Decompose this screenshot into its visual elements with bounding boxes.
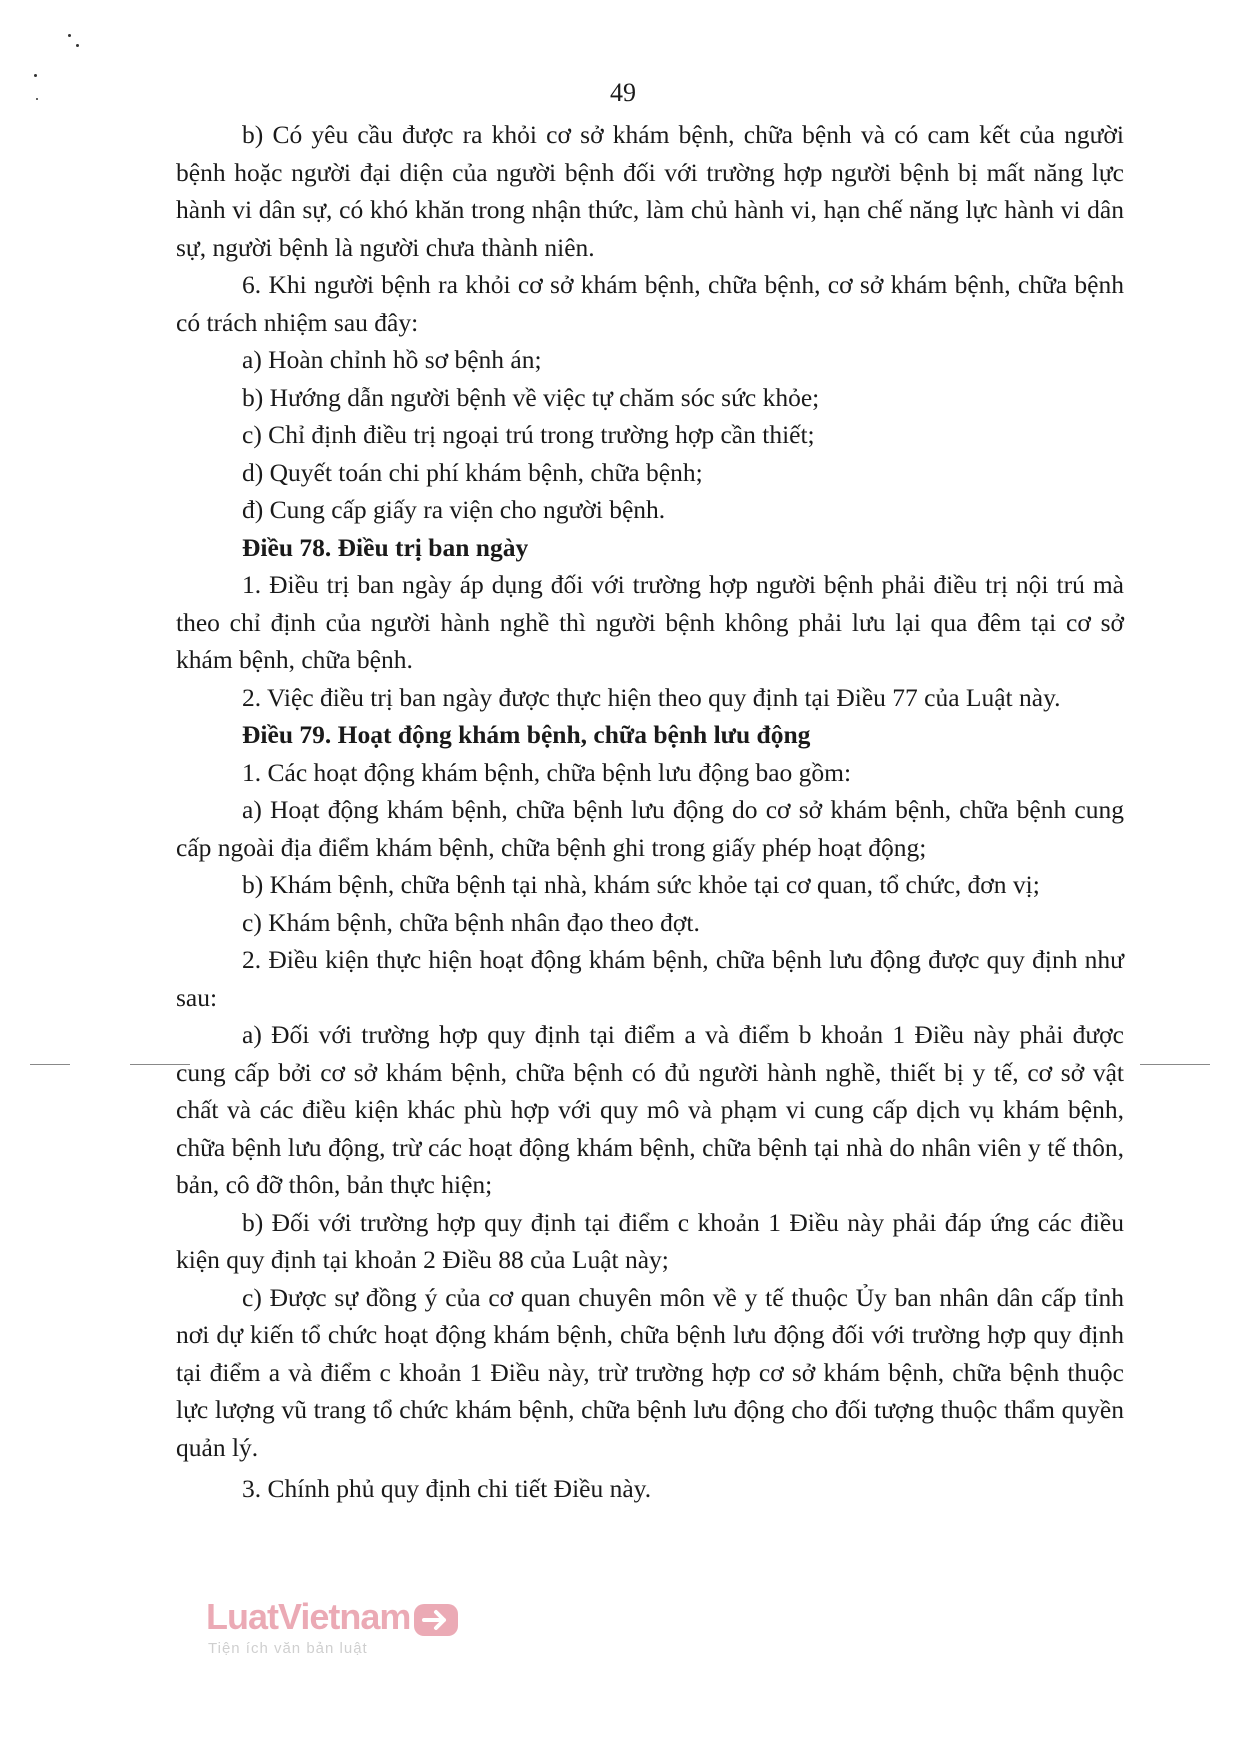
paragraph-6: 6. Khi người bệnh ra khỏi cơ sở khám bệnh, chữa bệnh, cơ sở khám bệnh, chữa bệnh có trách nhiệm sau đây: <box>176 270 1124 337</box>
scan-artifact-line <box>1140 1064 1210 1065</box>
article-79-heading: Điều 79. Hoạt động khám bệnh, chữa bệnh lưu động <box>242 720 811 749</box>
page-number: 49 <box>610 78 636 107</box>
article-78-clause-1: 1. Điều trị ban ngày áp dụng đối với trường hợp người bệnh phải điều trị nội trú mà theo chỉ định của người hành nghề thì người bệnh không phải lưu lại qua đêm tại cơ sở khám bệnh, chữa bệnh. <box>176 570 1124 674</box>
arrow-right-icon <box>414 1600 458 1640</box>
scan-speck <box>76 44 79 47</box>
paragraph-6d: d) Quyết toán chi phí khám bệnh, chữa bệnh; <box>242 457 703 487</box>
article-79-clause-3: 3. Chính phủ quy định chi tiết Điều này. <box>242 1474 652 1503</box>
paragraph-6dd: đ) Cung cấp giấy ra viện cho người bệnh. <box>242 495 666 524</box>
paragraph-6b: b) Hướng dẫn người bệnh về việc tự chăm sóc sức khỏe; <box>242 382 820 412</box>
scan-speck <box>68 34 71 37</box>
paragraph-6a: a) Hoàn chỉnh hồ sơ bệnh án; <box>242 345 542 374</box>
article-79-clause-1b: b) Khám bệnh, chữa bệnh tại nhà, khám sức khỏe tại cơ quan, tổ chức, đơn vị; <box>242 870 1040 899</box>
article-78-clause-2: 2. Việc điều trị ban ngày được thực hiện theo quy định tại Điều 77 của Luật này. <box>242 682 1061 712</box>
watermark-logo <box>206 1596 466 1666</box>
paragraph-5b: b) Có yêu cầu được ra khỏi cơ sở khám bệnh, chữa bệnh và có cam kết của người bệnh hoặc người đại diện của người bệnh đối với trường hợp người bệnh bị mất năng lực hành vi dân sự, có khó khăn trong nhận thức, làm chủ hành vi, hạn chế năng lực hành vi dân sự, người bệnh là người chưa thành niên. <box>176 120 1124 262</box>
article-79-clause-2b: b) Đối với trường hợp quy định tại điểm c khoản 1 Điều này phải đáp ứng các điều kiện quy định tại khoản 2 Điều 88 của Luật này; <box>176 1207 1124 1274</box>
article-79-clause-2: 2. Điều kiện thực hiện hoạt động khám bệnh, chữa bệnh lưu động được quy định như sau: <box>176 945 1124 1012</box>
article-79-clause-1c: c) Khám bệnh, chữa bệnh nhân đạo theo đợt. <box>242 907 700 937</box>
article-79-clause-2c: c) Được sự đồng ý của cơ quan chuyên môn về y tế thuộc Ủy ban nhân dân cấp tỉnh nơi dự kiến tổ chức hoạt động khám bệnh, chữa bệnh lưu động đối với trường hợp quy định tại điểm a và điểm c khoản 1 Điều này, trừ trường hợp cơ sở khám bệnh, chữa bệnh thuộc lực lượng vũ trang tổ chức khám bệnh, chữa bệnh lưu động cho đối tượng thuộc thẩm quyền quản lý. <box>176 1282 1124 1462</box>
paragraph-6c: c) Chỉ định điều trị ngoại trú trong trường hợp cần thiết; <box>242 420 815 449</box>
watermark-tagline: Tiện ích văn bản luật <box>208 1640 368 1657</box>
scan-artifact-line <box>30 1064 70 1065</box>
article-79-clause-1a: a) Hoạt động khám bệnh, chữa bệnh lưu động do cơ sở khám bệnh, chữa bệnh cung cấp ngoài địa điểm khám bệnh, chữa bệnh ghi trong giấy phép hoạt động; <box>176 795 1124 862</box>
article-79-clause-2a: a) Đối với trường hợp quy định tại điểm a và điểm b khoản 1 Điều này phải được cung cấp bởi cơ sở khám bệnh, chữa bệnh có đủ người hành nghề, thiết bị y tế, cơ sở vật chất và các điều kiện khác phù hợp với quy mô và phạm vi cung cấp dịch vụ khám bệnh, chữa bệnh lưu động, trừ các hoạt động khám bệnh, chữa bệnh tại nhà do nhân viên y tế thôn, bản, cô đỡ thôn, bản thực hiện; <box>176 1020 1124 1199</box>
scan-speck <box>34 74 37 77</box>
document-body <box>176 116 1124 1508</box>
article-78-heading: Điều 78. Điều trị ban ngày <box>242 532 529 562</box>
watermark-brand: LuatVietnam <box>206 1596 411 1637</box>
article-79-clause-1: 1. Các hoạt động khám bệnh, chữa bệnh lưu động bao gồm: <box>242 757 852 787</box>
